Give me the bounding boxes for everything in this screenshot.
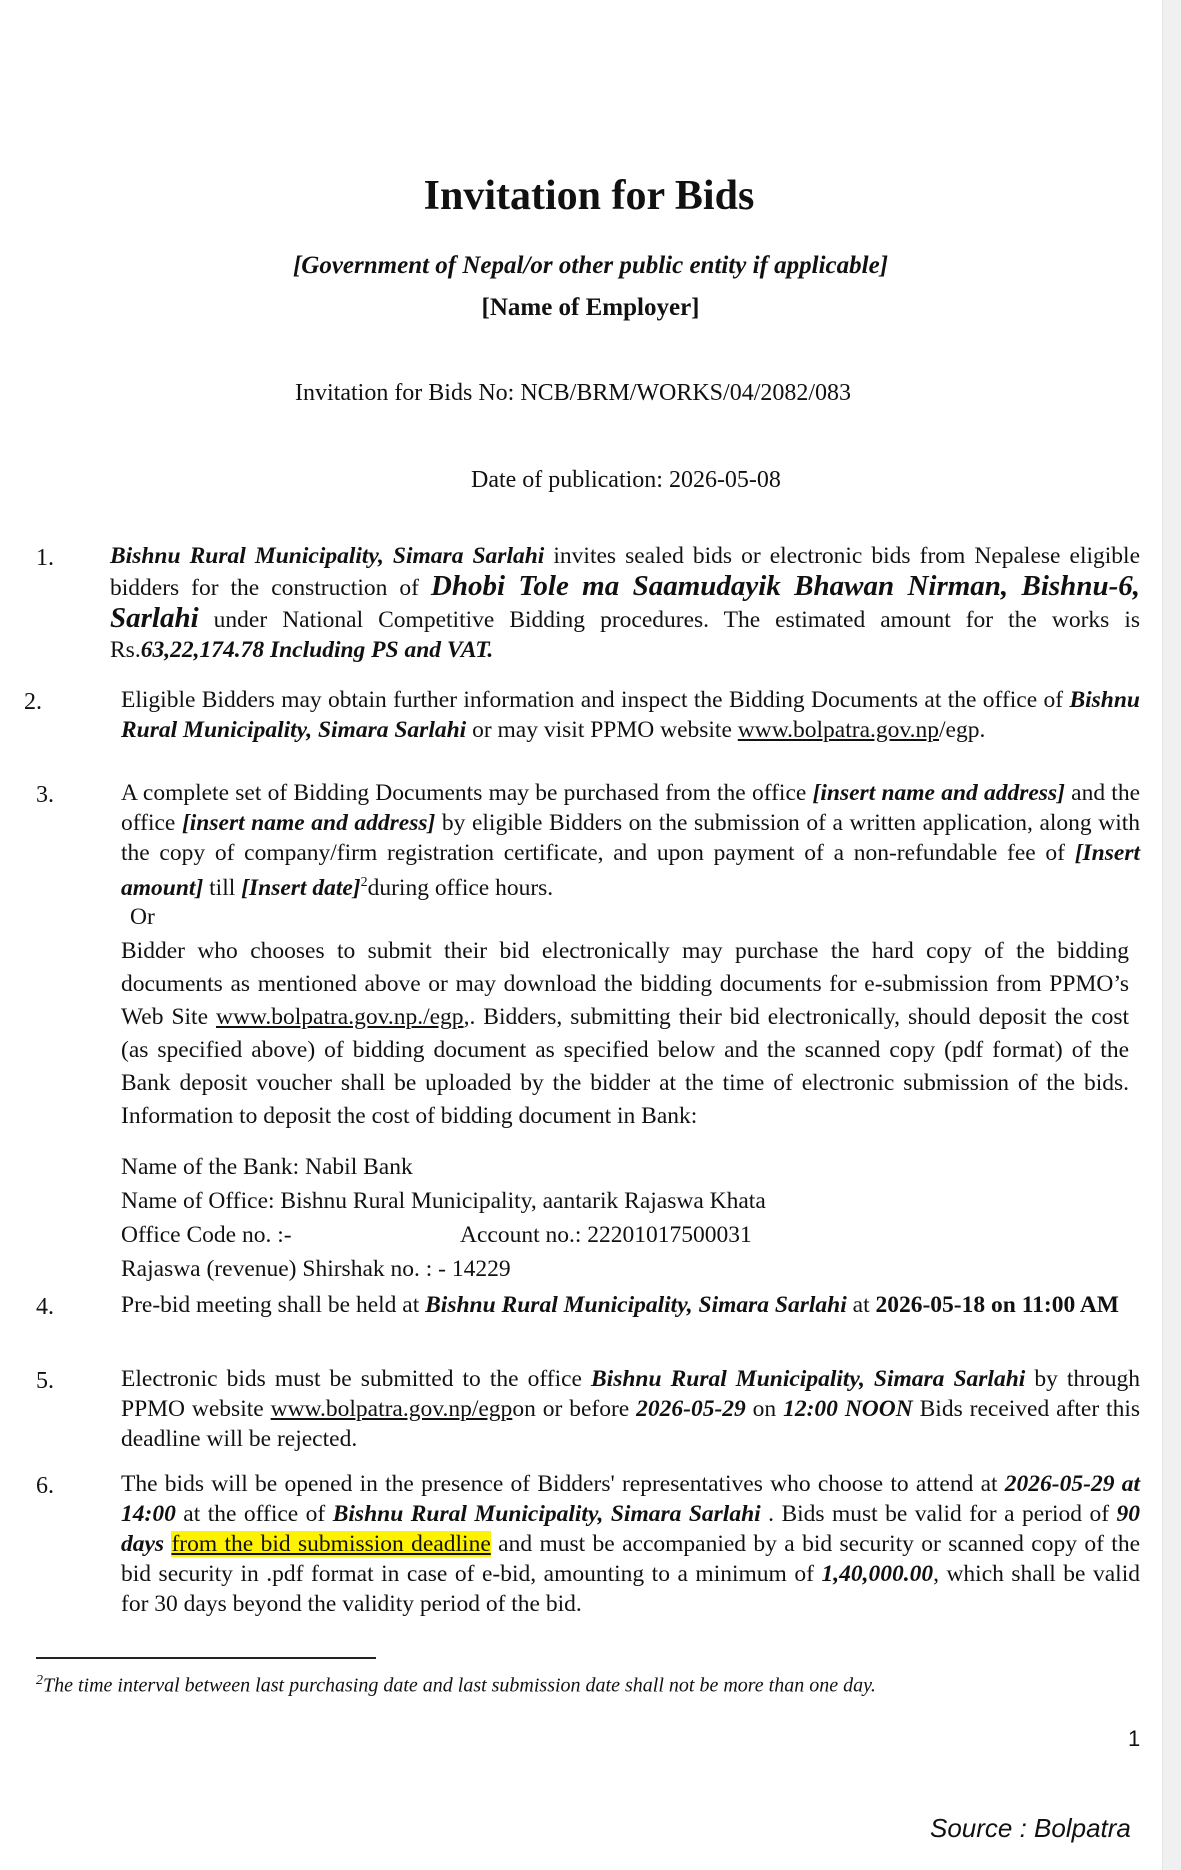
text-run: Bishnu Rural Municipality, Simara Sarlahi [425, 1292, 847, 1318]
text-run: Eligible Bidders may obtain further information and inspect the Bidding Documents at the office of [121, 687, 1070, 713]
item-5-paragraph [121, 1364, 1140, 1454]
text-run: ,. Bidders, submitting their bid electronically, should deposit the cost (as specified above) of bidding document as specified below and the scanned copy (pdf format) of the Bank deposit voucher shall be uploaded by the bidder at the time of electronic submission of the bids. Information to deposit the cost of bidding document in Bank: [121, 1004, 1129, 1129]
page-number: 1 [1128, 1726, 1141, 1751]
text-run: invites sealed bids or electronic bids from Nepalese eligible bidders for the construction of [110, 543, 1140, 601]
text-run: Bishnu Rural Municipality, Simara Sarlahi [110, 543, 545, 569]
item-5-text [121, 1364, 1140, 1454]
item-4-paragraph [121, 1290, 1140, 1320]
vertical-scrollbar[interactable] [1162, 0, 1181, 1870]
item-6-paragraph [121, 1469, 1140, 1619]
document-title: Invitation for Bids [423, 173, 755, 219]
text-run: Dhobi Tole ma Saamudayik Bhawan Nirman, Bishnu-6, Sarlahi [110, 570, 1140, 634]
item-1-text [110, 541, 1140, 665]
text-run: Pre-bid meeting shall be held at [121, 1292, 426, 1318]
text-run: by through PPMO website [121, 1366, 1140, 1422]
text-run: during office hours. [367, 874, 554, 901]
text-run: 2026-05-18 on 11:00 AM [875, 1292, 1119, 1318]
bank-office-code: Office Code no. :- [121, 1222, 292, 1248]
text-run: 2026-05-29 at 14:00 [121, 1471, 1140, 1527]
text-run: 90 days [121, 1501, 1140, 1557]
ifb-number: Invitation for Bids No: NCB/BRM/WORKS/04/2082/083 [295, 380, 852, 406]
text-run: 1,40,000.00 [821, 1561, 934, 1587]
employer-line: [Name of Employer] [481, 294, 700, 321]
footnote [36, 1673, 876, 1698]
text-run: Bishnu Rural Municipality, Simara Sarlahi [332, 1501, 761, 1527]
text-run: at the office of [175, 1501, 333, 1527]
text-run: on or before [512, 1396, 637, 1422]
item-number: 3. [36, 782, 54, 808]
text-run: , which shall be valid for 30 days beyond the validity period of the bid. [121, 1561, 1140, 1617]
text-run: . Bids must be valid for a period of [760, 1501, 1117, 1527]
item-3-text [121, 778, 1140, 903]
item-3-paragraph [121, 778, 1140, 903]
source-credit: Source : Bolpatra [930, 1813, 1131, 1843]
footnote-text: The time interval between last purchasing date and last submission date shall not be more than one day. [43, 1674, 876, 1697]
text-run: 12:00 NOON [783, 1396, 913, 1422]
text-run: /egp. [939, 717, 986, 743]
footnote-divider [36, 1657, 376, 1659]
text-run: 2026-05-29 [636, 1396, 746, 1422]
item-number: 6. [36, 1473, 54, 1499]
item-2-paragraph [121, 685, 1140, 745]
text-run: Bishnu Rural Municipality, Simara Sarlahi [121, 687, 1140, 743]
website-link[interactable]: www.bolpatra.gov.np/egp [270, 1396, 513, 1422]
website-link[interactable]: www.bolpatra.gov.np [737, 717, 939, 743]
text-run: and must be accompanied by a bid security or scanned copy of the bid security in .pdf format in case of e-bid, amounting to a minimum of [121, 1531, 1141, 1587]
text-run: The bids will be opened in the presence of Bidders' representatives who choose to attend at [121, 1471, 1005, 1497]
text-run: Bids received after this deadline will be rejected. [121, 1396, 1141, 1452]
text-run: [Insert amount] [121, 840, 1140, 901]
item-number: 2. [24, 689, 42, 715]
text-run: A complete set of Bidding Documents may be purchased from the office [121, 780, 813, 806]
text-run: [insert name and address] [812, 780, 1065, 806]
item-6-text [121, 1469, 1140, 1619]
government-line: [Government of Nepal/or other public entity if applicable] [292, 252, 889, 279]
or-separator: Or [130, 904, 155, 930]
text-run: 63,22,174.78 Including PS and VAT. [140, 637, 494, 663]
item-number: 1. [36, 545, 54, 571]
text-run: [Insert date] [241, 874, 361, 901]
text-run: Bidder who chooses to submit their bid electronically may purchase the hard copy of the bidding documents as mentioned above or may download the bidding documents for e-submission from PPMO’s Web Site [121, 938, 1129, 1030]
text-run: or may visit PPMO website [466, 717, 738, 743]
item-3-electronic-paragraph [121, 935, 1129, 1133]
bank-shirshak-number: Rajaswa (revenue) Shirshak no. : - 14229 [121, 1256, 511, 1282]
item-number: 4. [36, 1294, 54, 1320]
text-run: on [745, 1396, 784, 1422]
bank-account-number: Account no.: 22201017500031 [460, 1222, 752, 1248]
item-number: 5. [36, 1368, 54, 1394]
text-run: under National Competitive Bidding procedures. The estimated amount for the works is Rs. [110, 607, 1140, 663]
text-run: Bishnu Rural Municipality, Simara Sarlahi [591, 1366, 1026, 1392]
text-run: [insert name and address] [181, 810, 436, 836]
footnote-marker: 2 [36, 1673, 43, 1688]
text-run: till [203, 874, 242, 901]
item-4-text [121, 1290, 1140, 1320]
item-2-text [121, 685, 1140, 745]
item-3-electronic-text [121, 935, 1129, 1133]
website-link: 2 [360, 875, 368, 890]
text-run: by eligible Bidders on the submission of a written application, along with the copy of company/firm registration certificate, and upon payment of a non-refundable fee of [121, 810, 1140, 866]
website-link[interactable]: www.bolpatra.gov.np./egp [215, 1004, 464, 1030]
bank-office: Name of Office: Bishnu Rural Municipality, aantarik Rajaswa Khata [121, 1188, 766, 1214]
text-run: at [846, 1292, 876, 1318]
item-1-paragraph [110, 541, 1140, 665]
text-run: and the office [121, 780, 1140, 836]
publication-date: Date of publication: 2026-05-08 [471, 467, 781, 493]
highlighted-text: from the bid submission deadline [171, 1531, 491, 1557]
text-run: Electronic bids must be submitted to the office [121, 1366, 591, 1392]
bank-name: Name of the Bank: Nabil Bank [121, 1154, 413, 1180]
